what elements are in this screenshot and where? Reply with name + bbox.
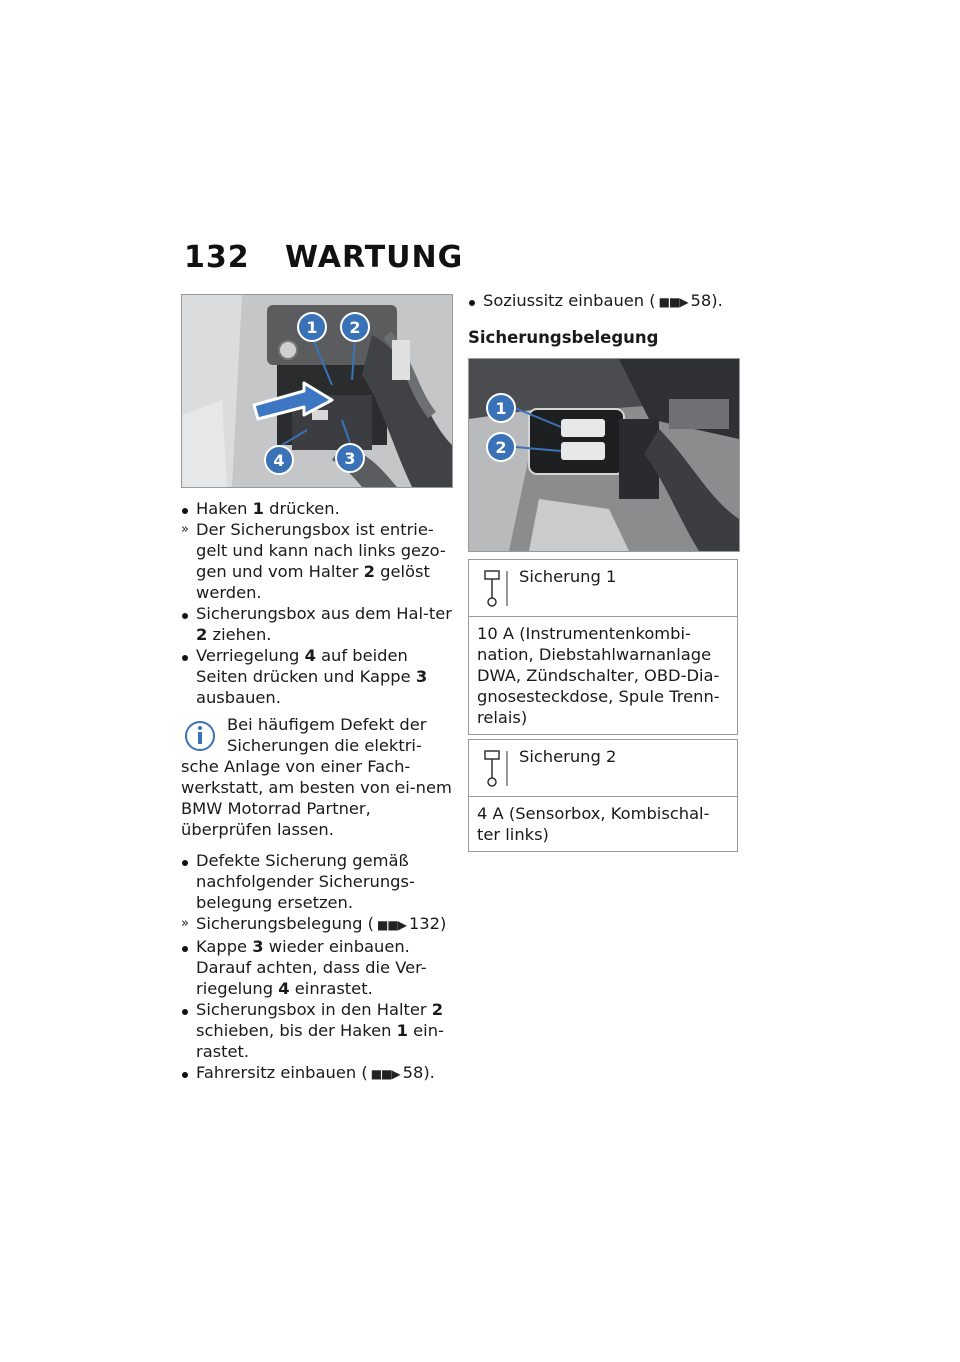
step-install-passenger-seat: Soziussitz einbauen ( ■■▶ 58). [468, 290, 738, 313]
step-press-hook: Haken 1 drücken. [181, 498, 453, 519]
svg-text:2: 2 [495, 438, 507, 457]
info-note [181, 714, 453, 840]
reference-arrow-icon: ■■▶ [377, 918, 406, 932]
step-push-box: Sicherungsbox in den Halter 2 schieben, bis der Haken 1 ein-rastet. [181, 999, 453, 1062]
bullet-icon [182, 613, 188, 619]
callout-2 [341, 313, 369, 341]
svg-text:1: 1 [495, 399, 507, 418]
bullet-icon [182, 655, 188, 661]
reference-arrow-icon: ■■▶ [658, 295, 688, 309]
svg-text:4: 4 [273, 451, 285, 470]
left-column [181, 294, 453, 1085]
fuse-1-box [468, 559, 738, 735]
fuse-assignment-photo [468, 358, 740, 552]
page-ref-link[interactable]: 132 [408, 914, 441, 933]
page-ref-link[interactable]: 58 [690, 291, 712, 310]
page-number: 132 [184, 240, 250, 275]
fuse-callout-1 [487, 394, 515, 422]
fuse-callout-2 [487, 433, 515, 461]
callout-4 [265, 446, 293, 474]
fuse-1-description: 10 A (Instrumentenkombi-nation, Diebstahlwarnanlage DWA, Zündschalter, OBD-Dia-gnosesteckdose, Spule Trenn-relais) [477, 624, 720, 727]
info-note-rest: sche Anlage von einer Fach-werkstatt, am besten von ei-nem BMW Motorrad Partner, überprüfen lassen. [181, 757, 452, 839]
bullet-icon [182, 946, 188, 952]
page-title: WARTUNG [285, 240, 464, 275]
page-ref-link[interactable]: 58 [402, 1063, 424, 1082]
svg-text:3: 3 [344, 449, 356, 468]
svg-text:2: 2 [349, 318, 361, 337]
fuse-assignment-illustration [469, 359, 739, 551]
bullet-icon [182, 1072, 188, 1078]
bullet-icon [469, 300, 475, 306]
reference-arrow-icon: ■■▶ [370, 1067, 400, 1081]
step-install-rider-seat: Fahrersitz einbauen ( ■■▶ 58). [181, 1062, 453, 1085]
fuse-icon [483, 568, 513, 610]
result-box-unlocked: » Der Sicherungsbox ist entrie-gelt und kann nach links gezo-gen und vom Halter 2 gelöst werden. [181, 520, 446, 602]
callout-3 [336, 444, 364, 472]
section-title: Sicherungsbelegung [468, 328, 659, 347]
fuse-2-description: 4 A (Sensorbox, Kombischal-ter links) [477, 804, 710, 844]
step-pull-box: Sicherungsbox aus dem Hal-ter 2 ziehen. [181, 603, 453, 645]
result-marker-icon: » [181, 916, 189, 931]
bullet-icon [182, 508, 188, 514]
callout-1 [298, 313, 326, 341]
step-remove-cap: Verriegelung 4 auf beiden Seiten drücken und Kappe 3 ausbauen. [181, 645, 453, 708]
svg-text:1: 1 [306, 318, 318, 337]
fuse-2-label: Sicherung 2 [519, 747, 617, 766]
right-column [468, 291, 738, 852]
step-reinstall-cap: Kappe 3 wieder einbauen. Darauf achten, dass die Ver-riegelung 4 einrastet. [181, 936, 453, 999]
info-icon [183, 718, 217, 752]
fuse-box-removal-photo [181, 294, 453, 488]
info-note-first: Bei häufigem Defekt der Sicherungen die elektri- [227, 715, 427, 755]
bullet-icon [182, 1009, 188, 1015]
fuse-2-box [468, 739, 738, 852]
fuse-box-removal-illustration [182, 295, 452, 487]
bullet-icon [182, 860, 188, 866]
result-fuse-assignment-ref: » Sicherungsbelegung ( ■■▶ 132) [181, 913, 453, 936]
fuse-1-label: Sicherung 1 [519, 567, 617, 586]
fuse-icon [483, 748, 513, 790]
result-marker-icon: » [181, 522, 189, 537]
step-replace-fuse: Defekte Sicherung gemäß nachfolgender Sicherungs-belegung ersetzen. [181, 850, 453, 913]
